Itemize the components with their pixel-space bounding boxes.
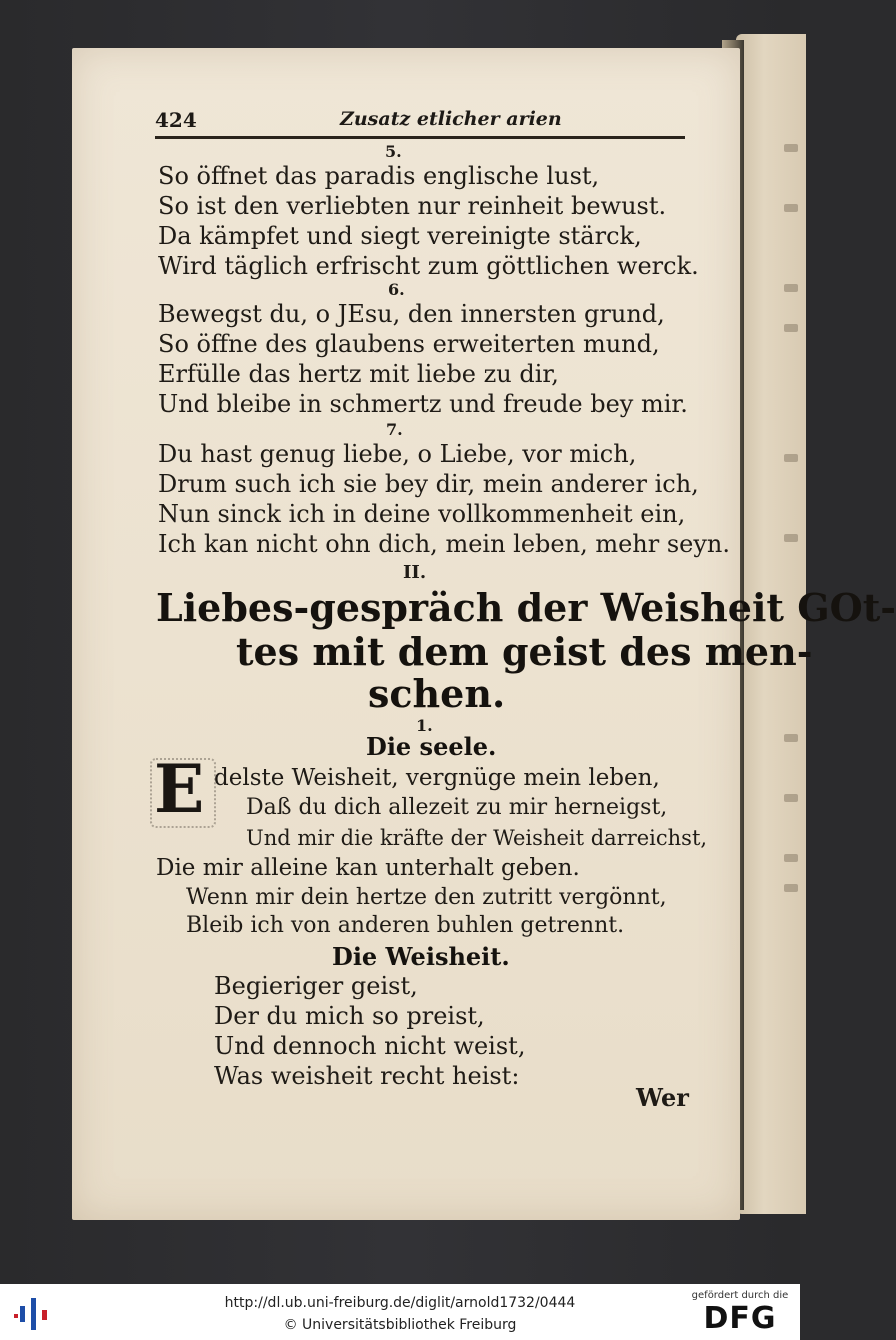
running-head: Zusatz etlicher arien (340, 108, 562, 130)
dropcap-initial: E (154, 750, 205, 828)
verse-line: So ist den verliebten nur reinheit bewust. (158, 192, 667, 220)
verse-line: Erfülle das hertz mit liebe zu dir, (158, 360, 559, 388)
catchword: Wer (636, 1083, 689, 1112)
page-number: 424 (155, 108, 197, 132)
speaker-label-soul: Die seele. (366, 732, 497, 761)
verse-line: Wenn mir dein hertze den zutritt vergönnt, (186, 885, 667, 910)
part-number: 1. (416, 716, 433, 735)
verse-line: Der du mich so preist, (214, 1002, 485, 1030)
verse-line: Nun sinck ich in deine vollkommenheit ein, (158, 500, 686, 528)
verse-line: Wird täglich erfrischt zum göttlichen werck. (158, 252, 699, 280)
verse-line: Da kämpfet und siegt vereinigte stärck, (158, 222, 642, 250)
verse-line: Was weisheit recht heist: (214, 1062, 520, 1090)
page-header (155, 106, 685, 139)
verse-line: Und bleibe in schmertz und freude bey mir. (158, 390, 688, 418)
verse-line: Begieriger geist, (214, 972, 418, 1000)
section-number: II. (403, 562, 427, 583)
verse-line: Die mir alleine kan unterhalt geben. (156, 855, 580, 881)
stanza-number: 5. (385, 142, 402, 161)
section-title-line: Liebes-gespräch der Weisheit GOt- (156, 585, 896, 630)
stanza-number: 6. (388, 280, 405, 299)
section-title-line: tes mit dem geist des men- (236, 629, 813, 674)
stanza-number: 7. (386, 420, 403, 439)
verse-line: So öffnet das paradis englische lust, (158, 162, 600, 190)
verse-line: Bleib ich von anderen buhlen getrennt. (186, 913, 625, 938)
verse-line: Ich kan nicht ohn dich, mein leben, mehr seyn. (158, 530, 731, 558)
copyright-notice: © Universitätsbibliothek Freiburg (283, 1317, 517, 1333)
verse-line: Du hast genug liebe, o Liebe, vor mich, (158, 440, 637, 468)
section-title-line: schen. (368, 671, 506, 716)
verse-line: Bewegst du, o JEsu, den innersten grund, (158, 300, 665, 328)
dfg-logo: DFG (703, 1301, 777, 1336)
permalink-url[interactable]: http://dl.ub.uni-freiburg.de/diglit/arnold1732/0444 (224, 1295, 576, 1311)
funding-credit: gefördert durch die (691, 1290, 789, 1301)
speaker-label-wisdom: Die Weisheit. (332, 942, 510, 971)
viewer-footer (0, 1284, 800, 1340)
verse-line: Drum such ich sie bey dir, mein anderer ich, (158, 470, 699, 498)
verse-line: Und dennoch nicht weist, (214, 1032, 526, 1060)
verse-line: So öffne des glaubens erweiterten mund, (158, 330, 660, 358)
verse-line: Daß du dich allezeit zu mir herneigst, (246, 795, 668, 820)
verse-line: delste Weisheit, vergnüge mein leben, (214, 765, 660, 791)
verse-line: Und mir die kräfte der Weisheit darreichst, (246, 826, 708, 850)
